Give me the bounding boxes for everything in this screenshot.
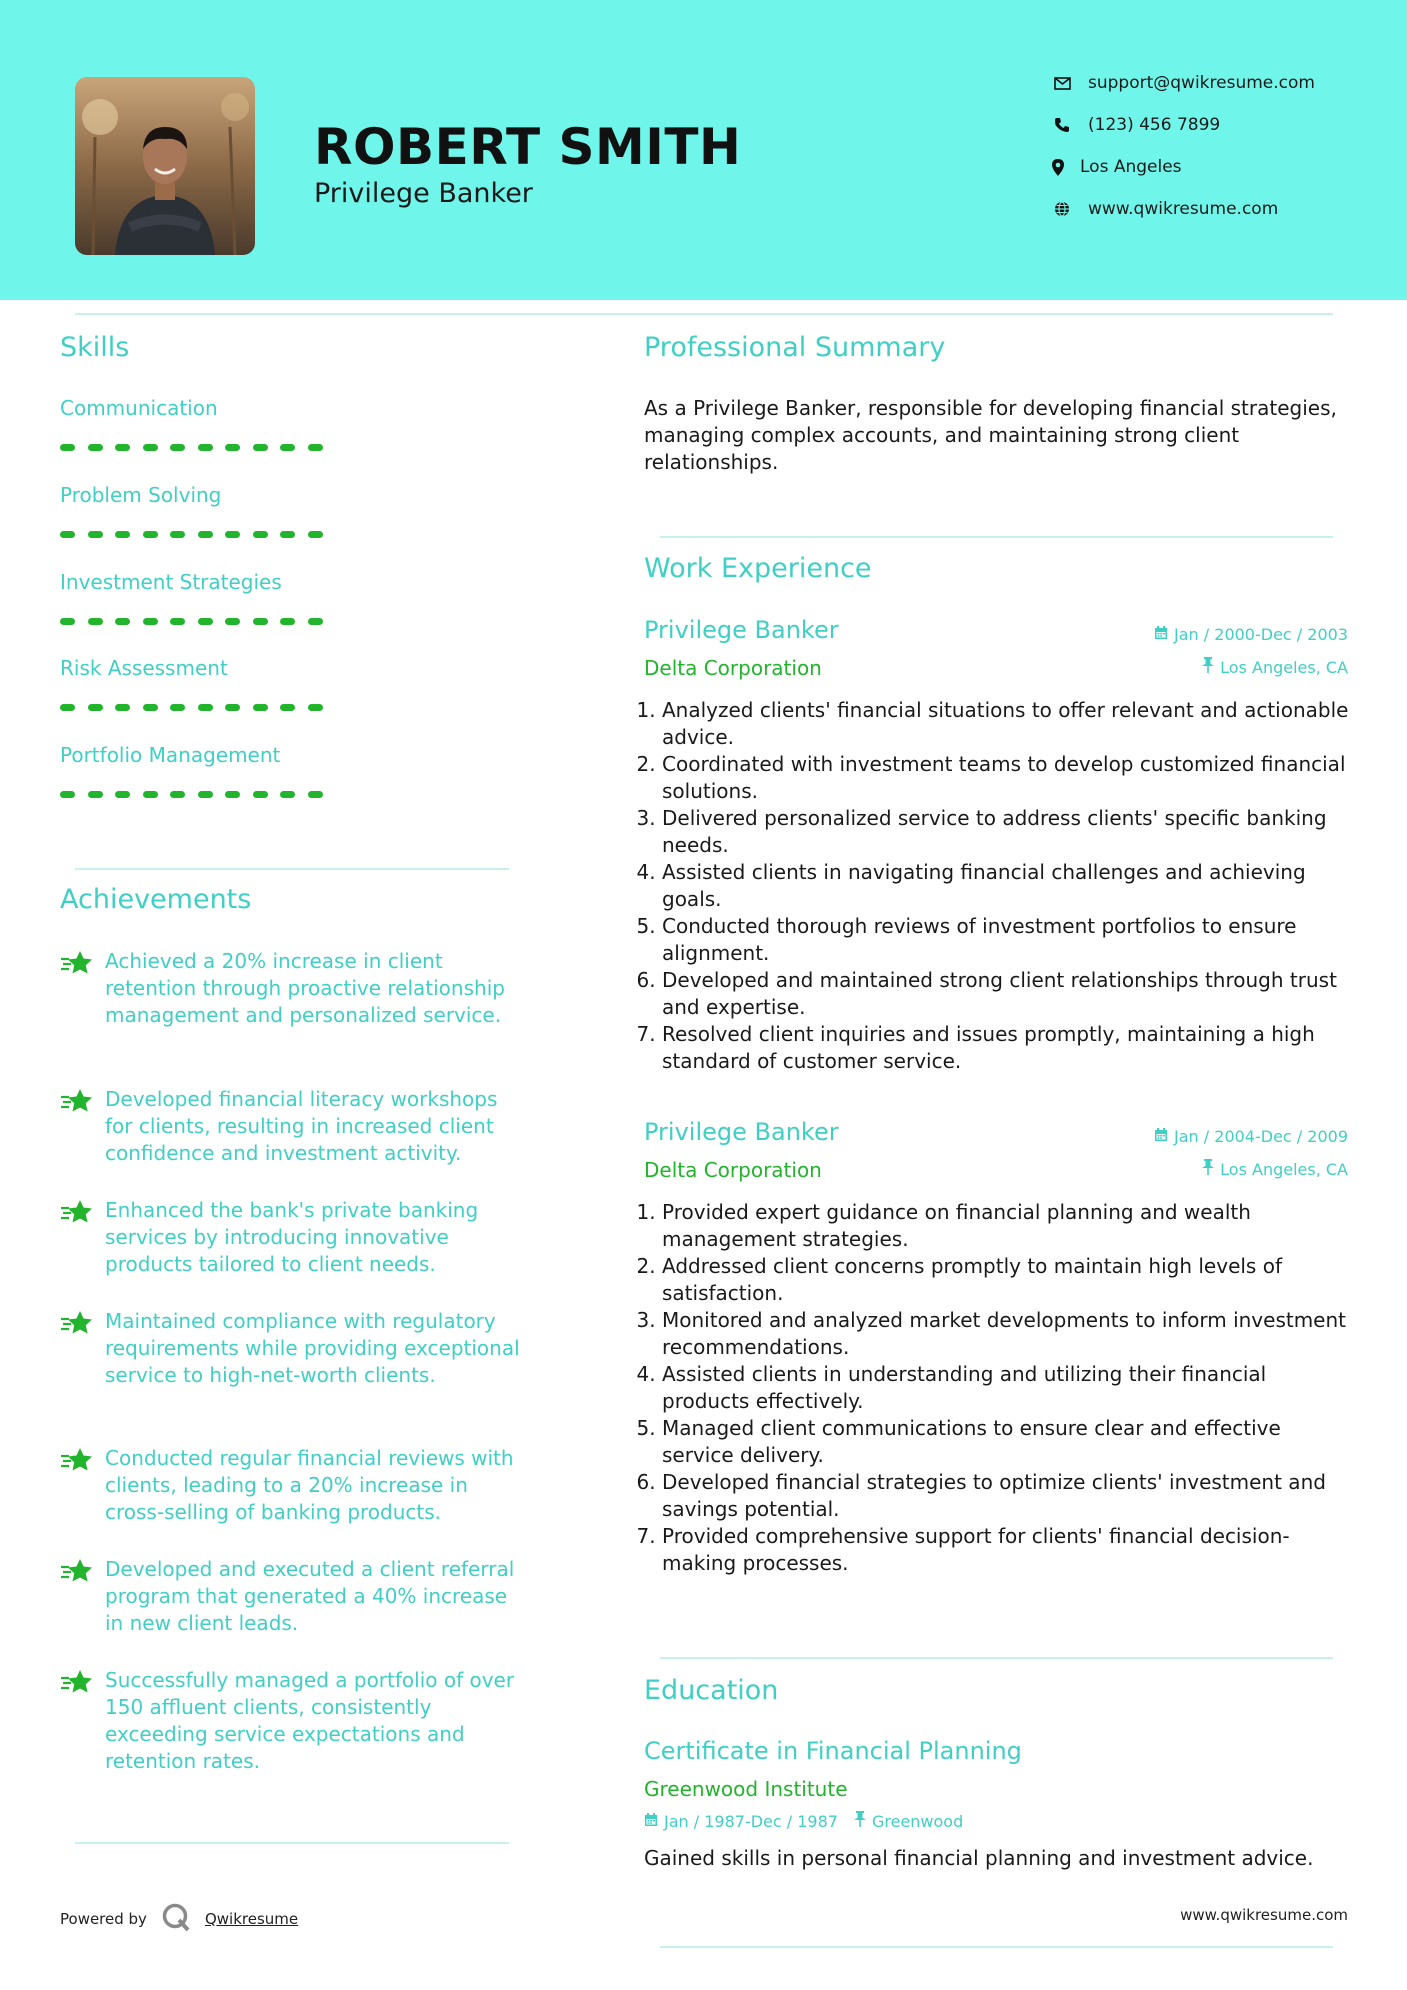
list-item: 4. Assisted clients in navigating financial challenges and achieving goals. (662, 859, 1352, 913)
job-location (1202, 1159, 1348, 1179)
divider (660, 536, 1333, 538)
achievement-item (60, 1445, 530, 1526)
achievement-text: Successfully managed a portfolio of over 150 affluent clients, consistently exceeding service expectations and retention rates. (105, 1668, 515, 1773)
job-responsibilities (662, 1199, 1352, 1577)
list-item: 1. Provided expert guidance on financial planning and wealth management strategies. (662, 1199, 1352, 1253)
achievement-text: Developed financial literacy workshops for clients, resulting in increased client confidence and investment activity. (105, 1087, 498, 1165)
divider (75, 313, 1333, 315)
work-heading: Work Experience (644, 553, 872, 584)
job-title: Privilege Banker (644, 616, 839, 644)
contact-location-text: Los Angeles (1080, 157, 1182, 177)
education-description: Gained skills in personal financial planning and investment advice. (644, 1846, 1314, 1870)
job-location (1202, 657, 1348, 677)
list-item: 2. Coordinated with investment teams to develop customized financial solutions. (662, 751, 1352, 805)
skill-rating (60, 444, 323, 451)
pushpin-icon (1202, 657, 1214, 677)
skill-label: Risk Assessment (60, 656, 228, 680)
star-icon (60, 1445, 105, 1526)
candidate-name: ROBERT SMITH (314, 118, 742, 176)
skill-rating (60, 791, 323, 798)
skills-heading: Skills (60, 332, 130, 363)
contact-phone-text: (123) 456 7899 (1088, 115, 1221, 135)
list-item: 7. Resolved client inquiries and issues promptly, maintaining a high standard of customer service. (662, 1021, 1352, 1075)
skill-label: Portfolio Management (60, 743, 281, 767)
job-location-text: Los Angeles, CA (1220, 657, 1348, 677)
skill-label: Problem Solving (60, 483, 222, 507)
achievement-item (60, 1086, 530, 1167)
education-school: Greenwood Institute (644, 1777, 848, 1801)
job-dates (1154, 625, 1348, 644)
education-degree: Certificate in Financial Planning (644, 1737, 1022, 1765)
candidate-title: Privilege Banker (314, 178, 533, 209)
list-item: 5. Managed client communications to ensure clear and effective service delivery. (662, 1415, 1352, 1469)
star-icon (60, 1197, 105, 1278)
achievement-item (60, 1197, 530, 1278)
summary-text: As a Privilege Banker, responsible for developing financial strategies, managing complex accounts, and maintaining strong client relationships. (644, 396, 1337, 474)
contact-website-text: www.qwikresume.com (1088, 199, 1279, 219)
pushpin-icon (854, 1811, 866, 1831)
contact-website[interactable] (1050, 199, 1278, 219)
divider (75, 868, 509, 870)
powered-by-label: Powered by (60, 1910, 147, 1928)
job-company: Delta Corporation (644, 1158, 822, 1182)
contact-phone[interactable] (1050, 115, 1220, 135)
achievement-item (60, 1556, 530, 1637)
pushpin-icon (1202, 1159, 1214, 1179)
list-item: 6. Developed and maintained strong client relationships through trust and expertise. (662, 967, 1352, 1021)
list-item: 2. Addressed client concerns promptly to maintain high levels of satisfaction. (662, 1253, 1352, 1307)
skill-label: Communication (60, 396, 218, 420)
envelope-icon (1050, 73, 1074, 93)
contact-location (1050, 157, 1182, 177)
achievement-text: Conducted regular financial reviews with clients, leading to a 20% increase in cross-selling of banking products. (105, 1446, 514, 1524)
skill-rating (60, 618, 323, 625)
achievement-text: Developed and executed a client referral program that generated a 40% increase in new client leads. (105, 1557, 515, 1635)
skill-rating (60, 531, 323, 538)
divider (660, 1946, 1333, 1948)
divider (75, 1842, 509, 1844)
divider (660, 1657, 1333, 1659)
achievement-text: Enhanced the bank's private banking services by introducing innovative products tailored to client needs. (105, 1198, 479, 1276)
job-title: Privilege Banker (644, 1118, 839, 1146)
education-dates-text: Jan / 1987-Dec / 1987 (664, 1811, 838, 1831)
job-responsibilities (662, 697, 1352, 1075)
job-location-text: Los Angeles, CA (1220, 1159, 1348, 1179)
job-dates (1154, 1127, 1348, 1146)
summary-heading: Professional Summary (644, 332, 946, 363)
list-item: 3. Delivered personalized service to address clients' specific banking needs. (662, 805, 1352, 859)
education-location-text: Greenwood (871, 1811, 964, 1831)
list-item: 6. Developed financial strategies to optimize clients' investment and savings potential. (662, 1469, 1352, 1523)
achievement-item (60, 1667, 530, 1775)
list-item: 5. Conducted thorough reviews of investment portfolios to ensure alignment. (662, 913, 1352, 967)
list-item: 4. Assisted clients in understanding and utilizing their financial products effectively. (662, 1361, 1352, 1415)
achievement-item (60, 1308, 530, 1389)
calendar-icon (644, 1812, 658, 1831)
education-heading: Education (644, 1675, 779, 1706)
star-icon (60, 1086, 105, 1167)
achievement-text: Achieved a 20% increase in client retention through proactive relationship management and personalized service. (105, 949, 505, 1027)
list-item: 1. Analyzed clients' financial situations to offer relevant and actionable advice. (662, 697, 1352, 751)
resume-header (0, 0, 1407, 300)
star-icon (60, 1556, 105, 1637)
achievement-item (60, 948, 530, 1029)
education-meta (644, 1811, 963, 1831)
contact-email[interactable] (1050, 73, 1315, 93)
skill-label: Investment Strategies (60, 570, 282, 594)
footer-branding (60, 1902, 298, 1936)
job-dates-text: Jan / 2004-Dec / 2009 (1174, 1127, 1348, 1146)
contact-email-text: support@qwikresume.com (1088, 73, 1315, 93)
calendar-icon (1154, 625, 1168, 644)
skill-rating (60, 704, 323, 711)
profile-photo (75, 77, 255, 255)
calendar-icon (1154, 1127, 1168, 1146)
globe-icon (1050, 199, 1074, 219)
achievements-heading: Achievements (60, 884, 252, 915)
star-icon (60, 948, 105, 1029)
list-item: 7. Provided comprehensive support for clients' financial decision-making processes. (662, 1523, 1352, 1577)
achievement-text: Maintained compliance with regulatory requirements while providing exceptional service to high-net-worth clients. (105, 1309, 520, 1387)
qwikresume-logo-icon (161, 1902, 191, 1936)
phone-icon (1050, 115, 1074, 135)
list-item: 3. Monitored and analyzed market developments to inform investment recommendations. (662, 1307, 1352, 1361)
qwikresume-link[interactable]: Qwikresume (204, 1910, 299, 1928)
star-icon (60, 1667, 105, 1775)
star-icon (60, 1308, 105, 1389)
job-dates-text: Jan / 2000-Dec / 2003 (1174, 625, 1348, 644)
job-company: Delta Corporation (644, 656, 822, 680)
location-pin-icon (1050, 157, 1066, 177)
footer-url[interactable]: www.qwikresume.com (1180, 1906, 1348, 1924)
